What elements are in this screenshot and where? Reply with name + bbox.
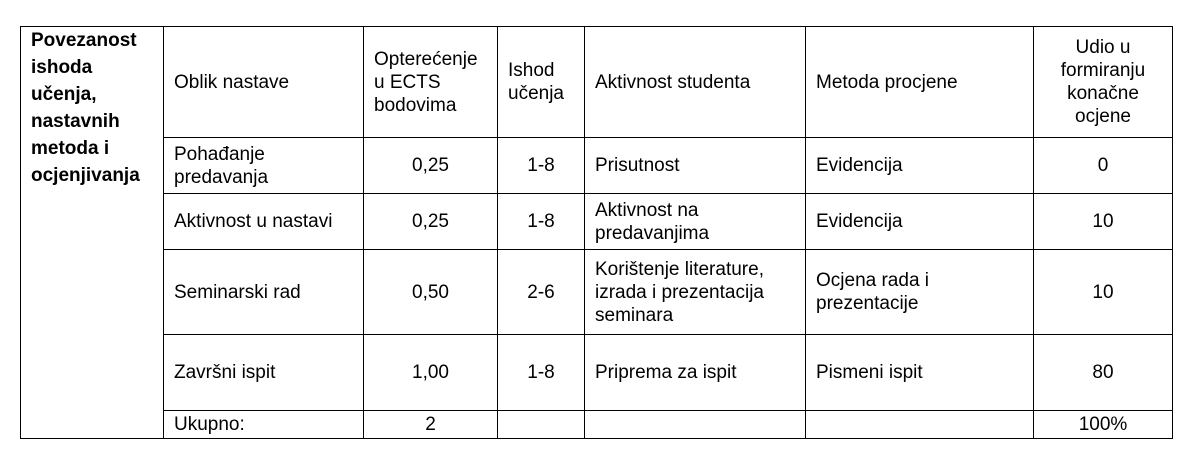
cell-ishod: 1-8 [498, 194, 585, 250]
cell-udio: 10 [1034, 194, 1173, 250]
cell-metoda: Pismeni ispit [806, 335, 1034, 411]
cell-aktivnost: Korištenje literature, izrada i prezentacija seminara [585, 250, 806, 335]
cell-oblik: Pohađanje predavanja [164, 138, 364, 194]
total-ects: 2 [364, 411, 498, 439]
empty-cell [585, 411, 806, 439]
side-title: Povezanost ishoda učenja, nastavnih metoda i ocjenjivanja [31, 30, 140, 186]
cell-aktivnost: Prisutnost [585, 138, 806, 194]
cell-oblik: Seminarski rad [164, 250, 364, 335]
table-row [21, 138, 1173, 194]
cell-ects: 0,25 [364, 138, 498, 194]
cell-udio: 0 [1034, 138, 1173, 194]
table-row [21, 250, 1173, 335]
cell-ects: 1,00 [364, 335, 498, 411]
total-label: Ukupno: [164, 411, 364, 439]
total-udio: 100% [1034, 411, 1173, 439]
header-ishod: Ishod učenja [498, 27, 585, 138]
cell-oblik: Završni ispit [164, 335, 364, 411]
cell-aktivnost: Aktivnost na predavanjima [585, 194, 806, 250]
total-row [21, 411, 1173, 439]
header-opterecenje: Opterećenje u ECTS bodovima [364, 27, 498, 138]
cell-udio: 10 [1034, 250, 1173, 335]
side-title-cell [21, 27, 164, 439]
table-row [21, 335, 1173, 411]
cell-ects: 0,50 [364, 250, 498, 335]
header-udio: Udio u formiranju konačne ocjene [1034, 27, 1173, 138]
cell-ishod: 1-8 [498, 138, 585, 194]
cell-udio: 80 [1034, 335, 1173, 411]
header-aktivnost: Aktivnost studenta [585, 27, 806, 138]
cell-oblik: Aktivnost u nastavi [164, 194, 364, 250]
cell-metoda: Ocjena rada i prezentacije [806, 250, 1034, 335]
table-row [21, 194, 1173, 250]
cell-ects: 0,25 [364, 194, 498, 250]
header-row [21, 27, 1173, 138]
cell-metoda: Evidencija [806, 138, 1034, 194]
assessment-table [20, 26, 1173, 439]
empty-cell [498, 411, 585, 439]
header-metoda: Metoda procjene [806, 27, 1034, 138]
cell-aktivnost: Priprema za ispit [585, 335, 806, 411]
cell-ishod: 1-8 [498, 335, 585, 411]
header-oblik: Oblik nastave [164, 27, 364, 138]
empty-cell [806, 411, 1034, 439]
cell-ishod: 2-6 [498, 250, 585, 335]
cell-metoda: Evidencija [806, 194, 1034, 250]
